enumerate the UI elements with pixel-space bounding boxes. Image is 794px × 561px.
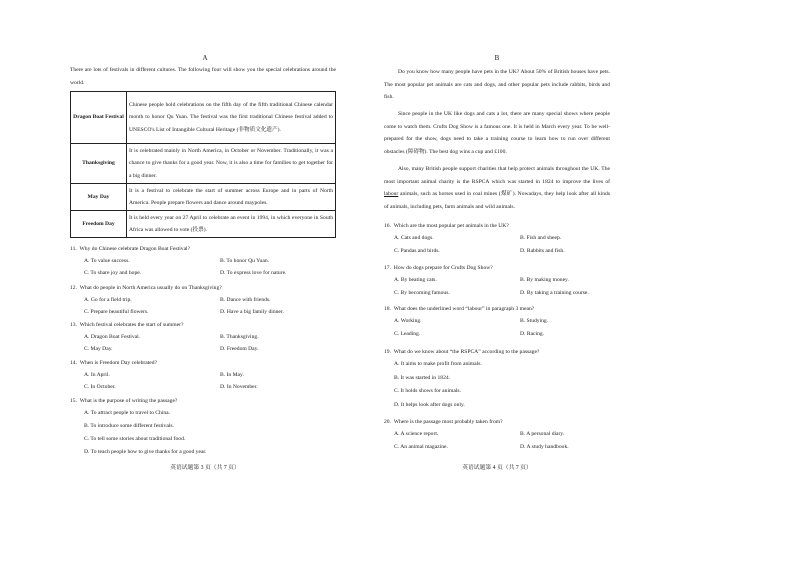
question-19 (384, 346, 610, 412)
question-stem: 12. What do people in North America usually do on Thanksgiving? (70, 285, 222, 291)
question-20 (384, 416, 610, 454)
option-b: B. By making money. (520, 277, 569, 283)
option-b: B. To honor Qu Yuan. (220, 258, 270, 264)
option-c: C. It holds shows for animals. (394, 388, 461, 394)
festival-name: Dragon Boat Festival (71, 92, 127, 144)
question-stem: 19. What do we know about “the RSPCA” according to the passage? (384, 349, 540, 355)
option-c: C. To share joy and hope. (84, 270, 142, 276)
passage-letter-b: B (494, 54, 500, 62)
option-b: B. Dance with friends. (220, 297, 271, 303)
question-13 (70, 320, 336, 355)
question-17 (384, 262, 610, 300)
option-c: C. May Day. (84, 346, 113, 352)
option-d: D. In November. (220, 384, 258, 390)
option-a: A. A science report. (394, 431, 439, 437)
option-b: B. In May. (220, 372, 244, 378)
festival-row (71, 144, 336, 184)
option-c: C. In October. (84, 384, 116, 390)
passage-letter-a: A (202, 54, 208, 62)
option-c: C. Prepare beautiful flowers. (84, 309, 149, 315)
option-a: A. Dragon Boat Festival. (84, 334, 141, 340)
festival-row (71, 92, 336, 144)
question-stem: 17. How do dogs prepare for Crufts Dog Show? (384, 265, 493, 271)
option-a: A. To value success. (84, 258, 130, 264)
festival-name: Thanksgiving (71, 144, 127, 184)
option-b: B. A personal diary. (520, 431, 565, 437)
option-d: D. Rabbits and fish. (520, 248, 565, 254)
question-stem: 16. Which are the most popular pet animals in the UK? (384, 223, 509, 229)
festival-name: Freedom Day (71, 211, 127, 238)
festival-description: Chinese people hold celebrations on the fifth day of the fifth traditional Chinese calendar month to honor Qu Yuan. The festival was the first traditional Chinese festival added to UNESCO's List of Intangible Cultural Heritage (非物质文化遗产). (127, 92, 336, 144)
page-footer: 英语试题第 3 页（共 7 页） (170, 465, 240, 471)
question-16 (384, 220, 610, 258)
option-d: D. By taking a training course. (520, 290, 589, 296)
passage-b-paragraph-1: Do you know how many people have pets in the UK? About 50% of British houses have pets. The most popular pet animals are cats and dogs, and other popular pets include rabbits, birds and fish. (384, 69, 610, 101)
option-d: D. To teach people how to give thanks for a good year. (84, 449, 207, 455)
festival-description: It is held every year on 27 April to celebrate an event in 1994, in which everyone in South Africa was allowed to vote (投票). (127, 211, 336, 238)
option-d: D. Have a big family dinner. (220, 309, 284, 315)
option-a: A. Go for a field trip. (84, 297, 132, 303)
option-d: D. It helps look after dogs only. (394, 401, 465, 408)
option-a: A. In April. (84, 372, 110, 378)
option-a: A. To attract people to travel to China. (84, 410, 171, 416)
question-stem: 15. What is the purpose of writing the passage? (70, 398, 178, 404)
question-18 (384, 303, 610, 341)
passage-a-intro: There are lots of festivals in different cultures. The following four will show you the special celebrations around the world. (70, 67, 336, 86)
passage-b-paragraph-2: Since people in the UK like dogs and cats a lot, there are many special shows where people come to watch them. Crufts Dog Show is a famous one. It is held in March every year. To be well-prepared for the show, dogs need to take a training course to learn how to run over different obstacles (障碍物). The best dog wins a cup and £100. (384, 111, 610, 155)
option-c: C. By becoming famous. (394, 290, 450, 296)
festival-name: May Day (71, 184, 127, 211)
option-c: C. An animal magazine. (394, 444, 448, 450)
option-c: C. Leading. (394, 331, 421, 337)
festival-description: It is a festival to celebrate the start of summer across Europe and in parts of North America. People prepare flowers and dance around maypoles. (127, 184, 336, 211)
question-stem: 11. Why do Chinese celebrate Dragon Boat Festival? (70, 246, 191, 252)
question-11 (70, 244, 336, 279)
option-d: D. Racing. (520, 331, 545, 337)
left-page (70, 0, 340, 561)
option-b: B. Studying. (520, 318, 549, 324)
option-d: D. Freedom Day. (220, 346, 259, 352)
option-c: C. Pandas and birds. (394, 248, 440, 254)
festival-row (71, 184, 336, 211)
option-b: B. Thanksgiving. (220, 334, 259, 340)
question-stem: 13. Which festival celebrates the start of summer? (70, 322, 184, 328)
option-a: A. By beating cats. (394, 277, 437, 283)
question-stem: 14. When is Freedom Day celebrated? (70, 360, 158, 366)
option-d: D. To express love for nature. (220, 270, 287, 276)
page-footer: 英语试题第 4 页（共 7 页） (462, 465, 532, 471)
right-page (384, 0, 610, 561)
option-b: B. To introduce some different festivals. (84, 423, 174, 429)
festival-table (70, 91, 336, 238)
option-a: A. It aims to make profit from animals. (394, 361, 482, 367)
question-stem: 20. Where is the passage most probably taken from? (384, 419, 503, 425)
festival-row (71, 211, 336, 238)
question-15 (70, 396, 336, 459)
underlined-word: labour (384, 191, 399, 198)
option-c: C. To tell some stories about traditional food. (84, 436, 186, 442)
question-12 (70, 283, 336, 318)
option-a: A. Working. (394, 318, 422, 324)
passage-b-paragraph-3: Also, many British people support charities that help protect animals throughout the UK. The most important animal charity is the RSPCA which was started in 1824 to improve the lives of labour animals, such as horses used in coal mines (煤矿). Nowadays, they help look after all kinds of animals, including pets, farm animals and wild animals. (384, 166, 610, 210)
option-b: B. It was started in 1824. (394, 374, 451, 381)
festival-description: It is celebrated mainly in North America, in October or November. Traditionally, it was a chance to give thanks for a good year. Now, it is also a time for families to get together for a big dinner. (127, 144, 336, 184)
question-stem: 18. What does the underlined word “labour” in paragraph 3 mean? (384, 306, 535, 312)
option-b: B. Fish and sheep. (520, 235, 562, 241)
option-a: A. Cats and dogs. (394, 235, 434, 241)
option-d: D. A study handbook. (520, 444, 569, 450)
question-14 (70, 358, 336, 393)
